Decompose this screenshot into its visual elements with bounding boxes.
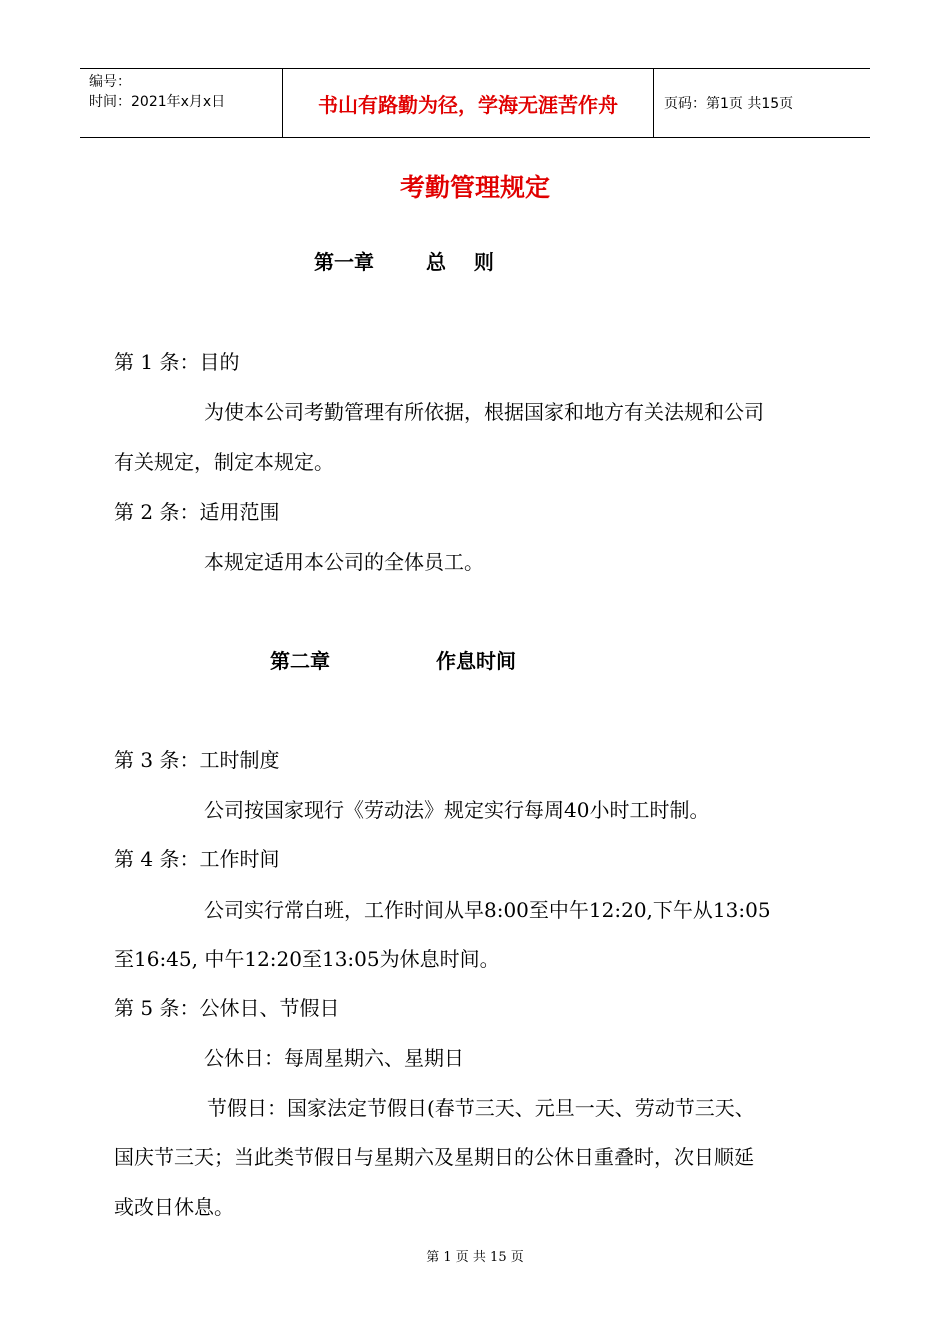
- article5-body-line3: 国庆节三天；当此类节假日与星期六及星期日的公休日重叠时，次日顺延: [114, 1145, 754, 1169]
- article5-body-line4: 或改日休息。: [114, 1195, 234, 1219]
- header-page-info: 页码：第1页 共15页: [664, 96, 794, 112]
- article1-body-line1: 为使本公司考勤管理有所依据，根据国家和地方有关法规和公司: [204, 400, 764, 424]
- header-motto: 书山有路勤为径，学海无涯苦作舟: [318, 92, 618, 117]
- article5-body-line1: 公休日：每周星期六、星期日: [204, 1046, 464, 1070]
- chapter2-title: 作息时间: [436, 649, 516, 673]
- article4-heading: 第 4 条：工作时间: [114, 847, 280, 871]
- article5-heading: 第 5 条：公休日、节假日: [114, 996, 340, 1020]
- header-date-label: 时间：2021年x月x日: [89, 94, 226, 110]
- article4-body-line2: 至16:45, 中午12:20至13:05为休息时间。: [114, 947, 500, 971]
- article4-body-line1: 公司实行常白班，工作时间从早8:00至中午12:20,下午从13:05: [204, 898, 771, 922]
- article2-body-line1: 本规定适用本公司的全体员工。: [204, 550, 484, 574]
- page-footer: 第 1 页 共 15 页: [426, 1250, 524, 1265]
- article2-heading: 第 2 条：适用范围: [114, 500, 280, 524]
- article1-body-line2: 有关规定，制定本规定。: [114, 450, 334, 474]
- document-title: 考勤管理规定: [399, 173, 550, 202]
- chapter1-title: 总 则: [426, 250, 494, 274]
- header-motto-cell: [282, 69, 654, 137]
- article1-heading: 第 1 条：目的: [114, 350, 240, 374]
- chapter2-number: 第二章: [270, 649, 330, 673]
- header-number-label: 编号：: [89, 74, 131, 90]
- article3-body-line1: 公司按国家现行《劳动法》规定实行每周40小时工时制。: [204, 798, 710, 822]
- header-meta: [80, 69, 282, 137]
- page-header: [80, 68, 870, 138]
- article3-heading: 第 3 条：工时制度: [114, 748, 280, 772]
- article5-body-line2: 节假日：国家法定节假日(春节三天、元旦一天、劳动节三天、: [207, 1096, 755, 1120]
- chapter1-number: 第一章: [314, 250, 374, 274]
